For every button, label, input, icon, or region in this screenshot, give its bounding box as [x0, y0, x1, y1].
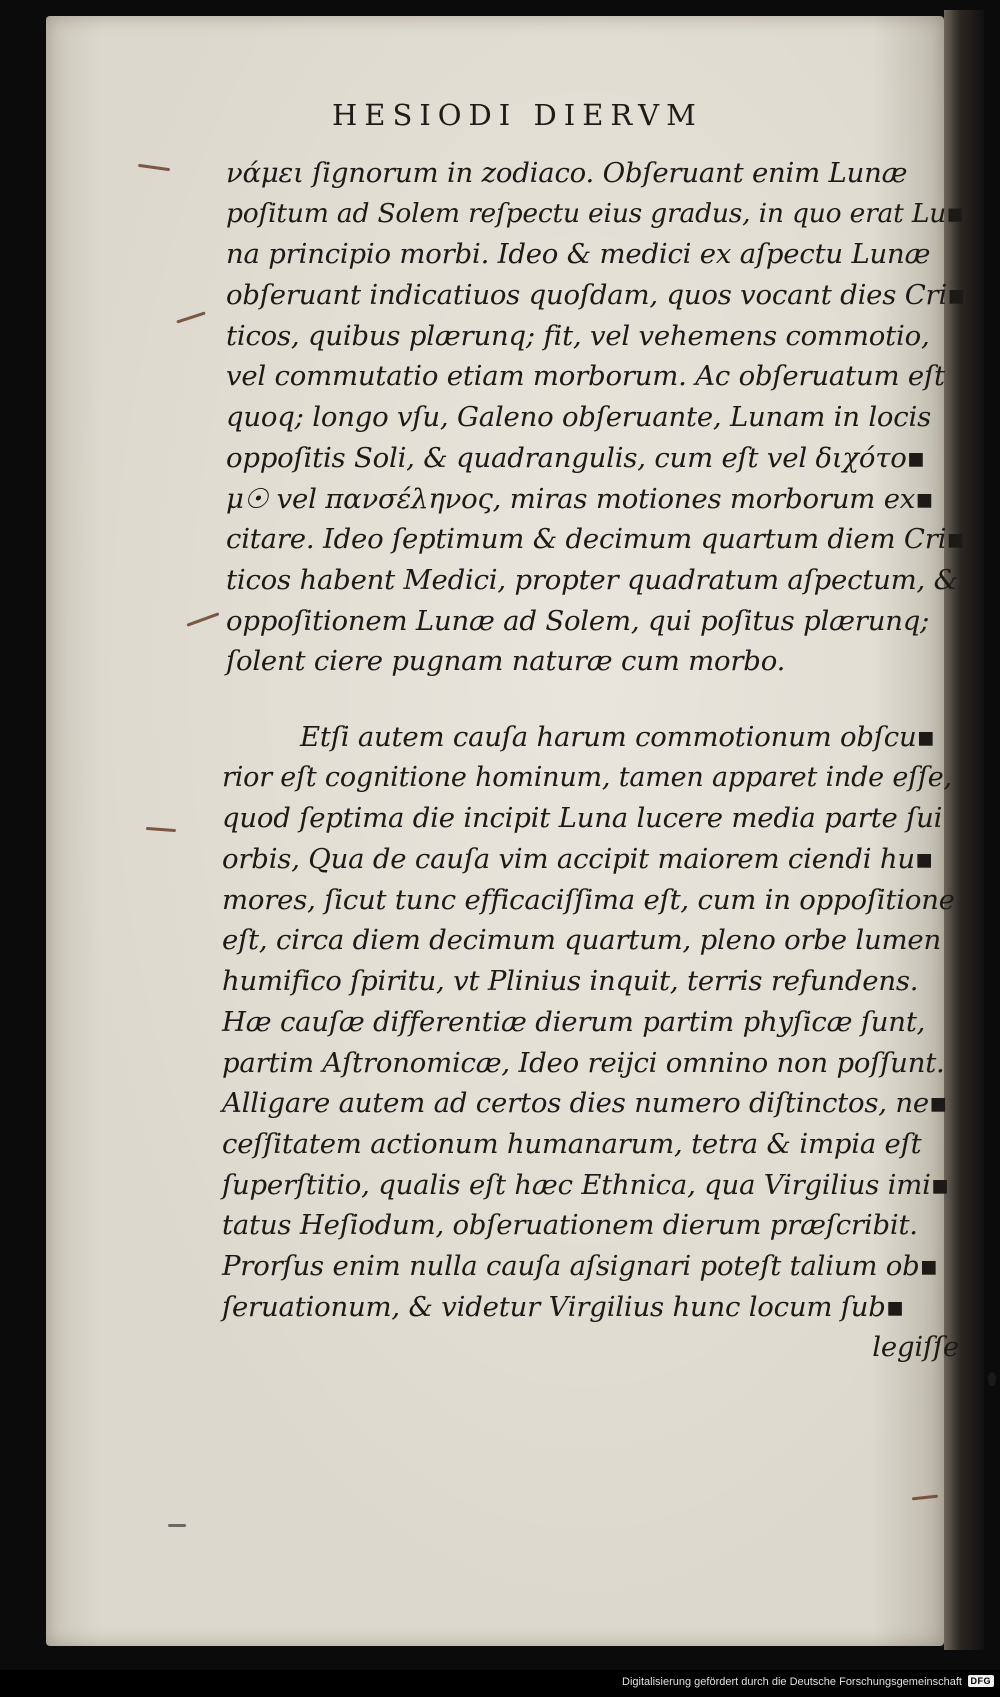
text-line: eſt, circa diem decimum quartum, pleno orbe lumen: [222, 924, 941, 957]
footer-bar: [0, 1670, 1000, 1697]
running-title: HESIODI DIERVM: [332, 98, 703, 132]
margin-mark: [168, 1524, 186, 1527]
text-line: ſeruationum, & videtur Virgilius hunc locum ſub▪: [222, 1290, 905, 1323]
text-line: oppoſitionem Lunæ ad Solem, qui poſitus plærunq;: [226, 604, 930, 637]
margin-dot: [988, 1372, 996, 1386]
text-line: quod ſeptima die incipit Luna lucere media parte ſui: [222, 802, 943, 835]
text-line: humifico ſpiritu, vt Plinius inquit, terris refundens.: [222, 965, 919, 998]
text-line: rior eſt cognitione hominum, tamen apparet inde eſſe,: [222, 761, 952, 793]
text-line: ſolent ciere pugnam naturæ cum morbo.: [226, 645, 786, 678]
paragraph-1: [226, 153, 966, 682]
text-line: Etſi autem cauſa harum commotionum obſcu▪: [300, 721, 935, 753]
text-line: tatus Heſiodum, obſeruationem dierum præſcribit.: [222, 1209, 918, 1242]
text-line: ſuperſtitio, qualis eſt hæc Ethnica, qua Virgilius imi▪: [222, 1168, 950, 1201]
funding-credit: Digitalisierung gefördert durch die Deutsche Forschungsgemeinschaft: [622, 1676, 962, 1688]
text-line: orbis, Qua de cauſa vim accipit maiorem ciendi hu▪: [222, 843, 934, 876]
text-line: ticos, quibus plærunq; fit, vel vehemens commotio,: [226, 319, 930, 352]
text-line: νάμει ſignorum in zodiaco. Obſeruant enim Lunæ: [226, 157, 908, 189]
catchword: legiſſe: [872, 1331, 959, 1364]
text-line: citare. Ideo ſeptimum & decimum quartum diem Cri▪: [226, 523, 965, 556]
text-line: Hæ cauſæ differentiæ dierum partim phyſicæ ſunt,: [222, 1005, 926, 1038]
text-line: na principio morbi. Ideo & medici ex aſpectu Lunæ: [226, 238, 931, 271]
text-line: Prorſus enim nulla cauſa aſsignari poteſt talium ob▪: [222, 1249, 938, 1282]
text-line: quoq; longo vſu, Galeno obſeruante, Lunam in locis: [226, 401, 931, 434]
text-line: vel commutatio etiam morborum. Ac obſeruatum eſt: [226, 360, 945, 393]
text-line: poſitum ad Solem reſpectu eius gradus, in quo erat Lu▪: [226, 197, 964, 229]
text-line: obſeruant indicatiuos quoſdam, quos vocant dies Cri▪: [226, 279, 966, 312]
paragraph-2: [222, 717, 962, 1368]
text-line: mores, ſicut tunc efficaciſſima eſt, cum in oppoſitione: [222, 883, 955, 916]
text-line: ceſſitatem actionum humanarum, tetra & impia eſt: [222, 1127, 922, 1160]
text-line: partim Aſtronomicæ, Ideo reijci omnino non poſſunt.: [222, 1046, 945, 1079]
text-line: Alligare autem ad certos dies numero diſtinctos, ne▪: [222, 1087, 948, 1120]
text-line: oppoſitis Soli, & quadrangulis, cum eſt vel διχότο▪: [226, 441, 926, 474]
text-line: ticos habent Medici, propter quadratum aſpectum, &: [226, 563, 958, 596]
dfg-logo-icon: DFG: [968, 1675, 995, 1687]
text-line: μ☉ vel πανσέληνος, miras motiones morborum ex▪: [226, 482, 934, 515]
